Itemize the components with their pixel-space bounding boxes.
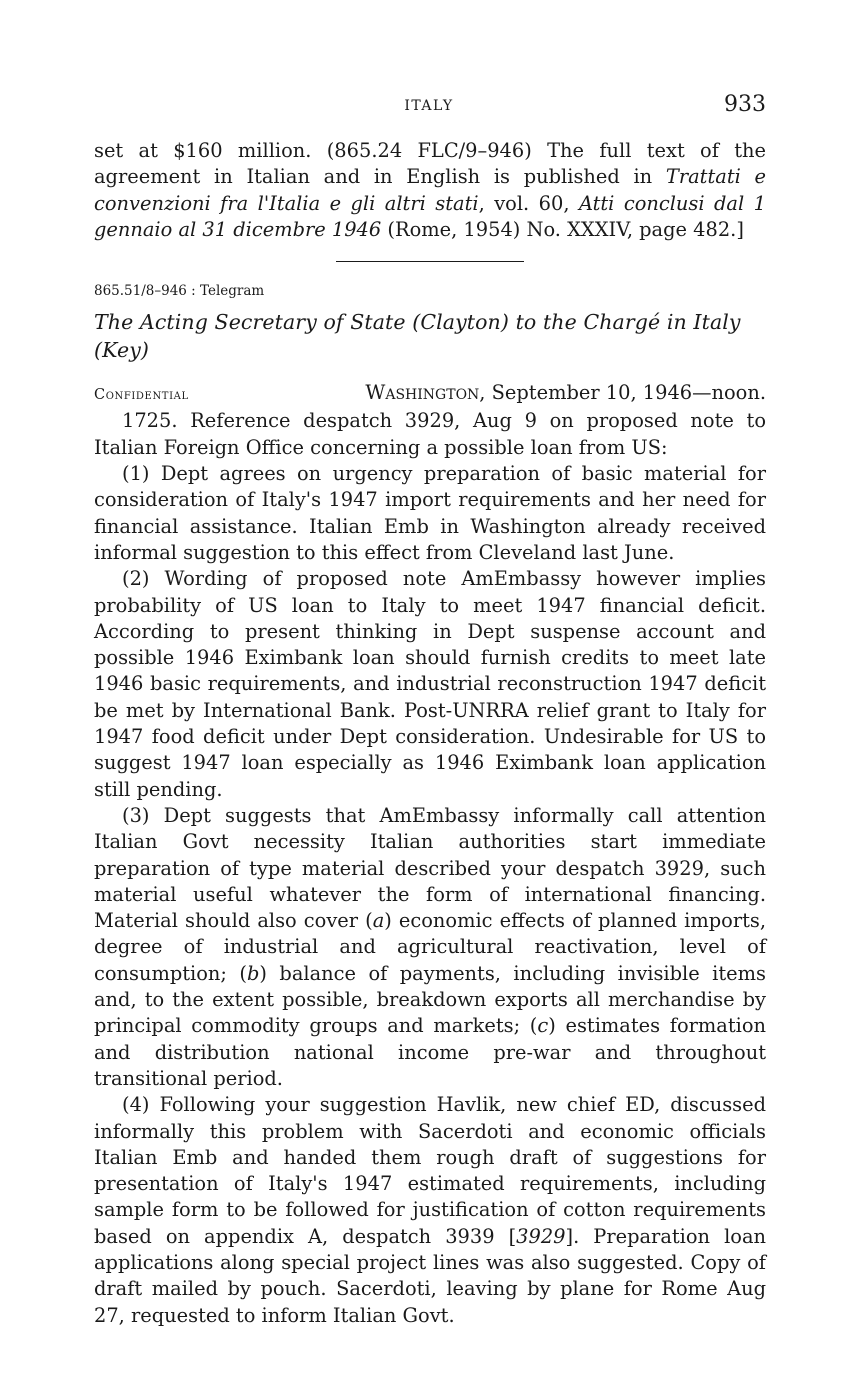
item-letter-b: b: [246, 961, 260, 985]
paragraph-4: [94, 1092, 766, 1329]
continuation-text-1: set at $160 million. (865.24 FLC/9–946) The full text of the agreement in Italian and in English is published in: [94, 139, 766, 189]
location: Washington: [365, 381, 480, 405]
editorial-correction: 3929: [516, 1224, 566, 1248]
location-date: [365, 380, 766, 406]
citation-subtitle: Atti conclusi dal 1 gennaio al 31 dicembre 1946: [94, 191, 766, 241]
paragraph-3-text-4: ) estimates formation and distribution national income pre-war and throughout transitional period.: [94, 1014, 766, 1090]
continuation-text-3: (Rome, 1954) No. XXXIV, page 482.]: [381, 217, 744, 241]
paragraph-3-text-3: ) balance of payments, including invisible items and, to the extent possible, breakdown exports all merchandise by principal commodity groups and markets; (: [94, 961, 766, 1038]
section-divider: [336, 261, 524, 262]
paragraph-4-text-1: (4) Following your suggestion Havlik, new chief ED, discussed informally this problem with Sacerdoti and economic officials Italian Emb and handed them rough draft of suggestions for presentation of Italy's 1947 estimated requirements, including sample form to be followed for justification of cotton requirements based on appendix A, despatch 3939 [: [94, 1093, 766, 1248]
page-number: 933: [724, 92, 766, 117]
document-heading: The Acting Secretary of State (Clayton) to the Chargé in Italy (Key): [94, 310, 741, 363]
paragraph-2: (2) Wording of proposed note AmEmbassy however implies probability of US loan to Italy to meet 1947 financial deficit. According to present thinking in Dept suspense account and possible 1946 Eximbank loan should furnish credits to meet late 1946 basic requirements, and industrial reconstruction 1947 deficit be met by International Bank. Post-UNRRA relief grant to Italy for 1947 food deficit under Dept consideration. Undesirable for US to suggest 1947 loan especially as 1946 Eximbank loan application still pending.: [94, 567, 766, 801]
running-title: ITALY: [404, 98, 454, 114]
continuation-paragraph: [94, 138, 766, 243]
continuation-text-2: , vol. 60,: [478, 191, 579, 215]
paragraph-3-text-1: (3) Dept suggests that AmEmbassy informally call attention Italian Govt necessity Italian authorities start immediate preparation of type material described your despatch 3929, such material useful whatever the form of international financing. Material should also cover (: [94, 803, 766, 933]
citation-title: Trattati e convenzioni fra l'Italia e gli altri stati: [94, 165, 767, 215]
dateline: [94, 380, 766, 408]
date: , September 10, 1946—noon.: [479, 381, 766, 405]
file-reference: 865.51/8–946 : Telegram: [94, 283, 265, 300]
paragraph-1: (1) Dept agrees on urgency preparation of basic material for consideration of Italy's 1947 import requirements and her need for financial assistance. Italian Emb in Washington already received informal suggestion to this effect from Cleveland last June.: [94, 462, 766, 564]
item-letter-c: c: [537, 1014, 549, 1038]
running-head: [0, 92, 858, 122]
opening-paragraph: 1725. Reference despatch 3929, Aug 9 on proposed note to Italian Foreign Office concerning a possible loan from US:: [94, 409, 766, 459]
page-body: [94, 138, 766, 1329]
item-letter-a: a: [372, 909, 385, 933]
paragraph-4-text-2: ]. Preparation loan applications along special project lines was also suggested. Copy of draft mailed by pouch. Sacerdoti, leaving by plane for Rome Aug 27, requested to inform Italian Govt.: [94, 1224, 767, 1327]
classification-label: Confidential: [94, 387, 189, 404]
paragraph-3: [94, 803, 766, 1092]
paragraph-3-text-2: ) economic effects of planned imports, degree of industrial and agricultural reactivation, level of consumption; (: [94, 909, 766, 985]
